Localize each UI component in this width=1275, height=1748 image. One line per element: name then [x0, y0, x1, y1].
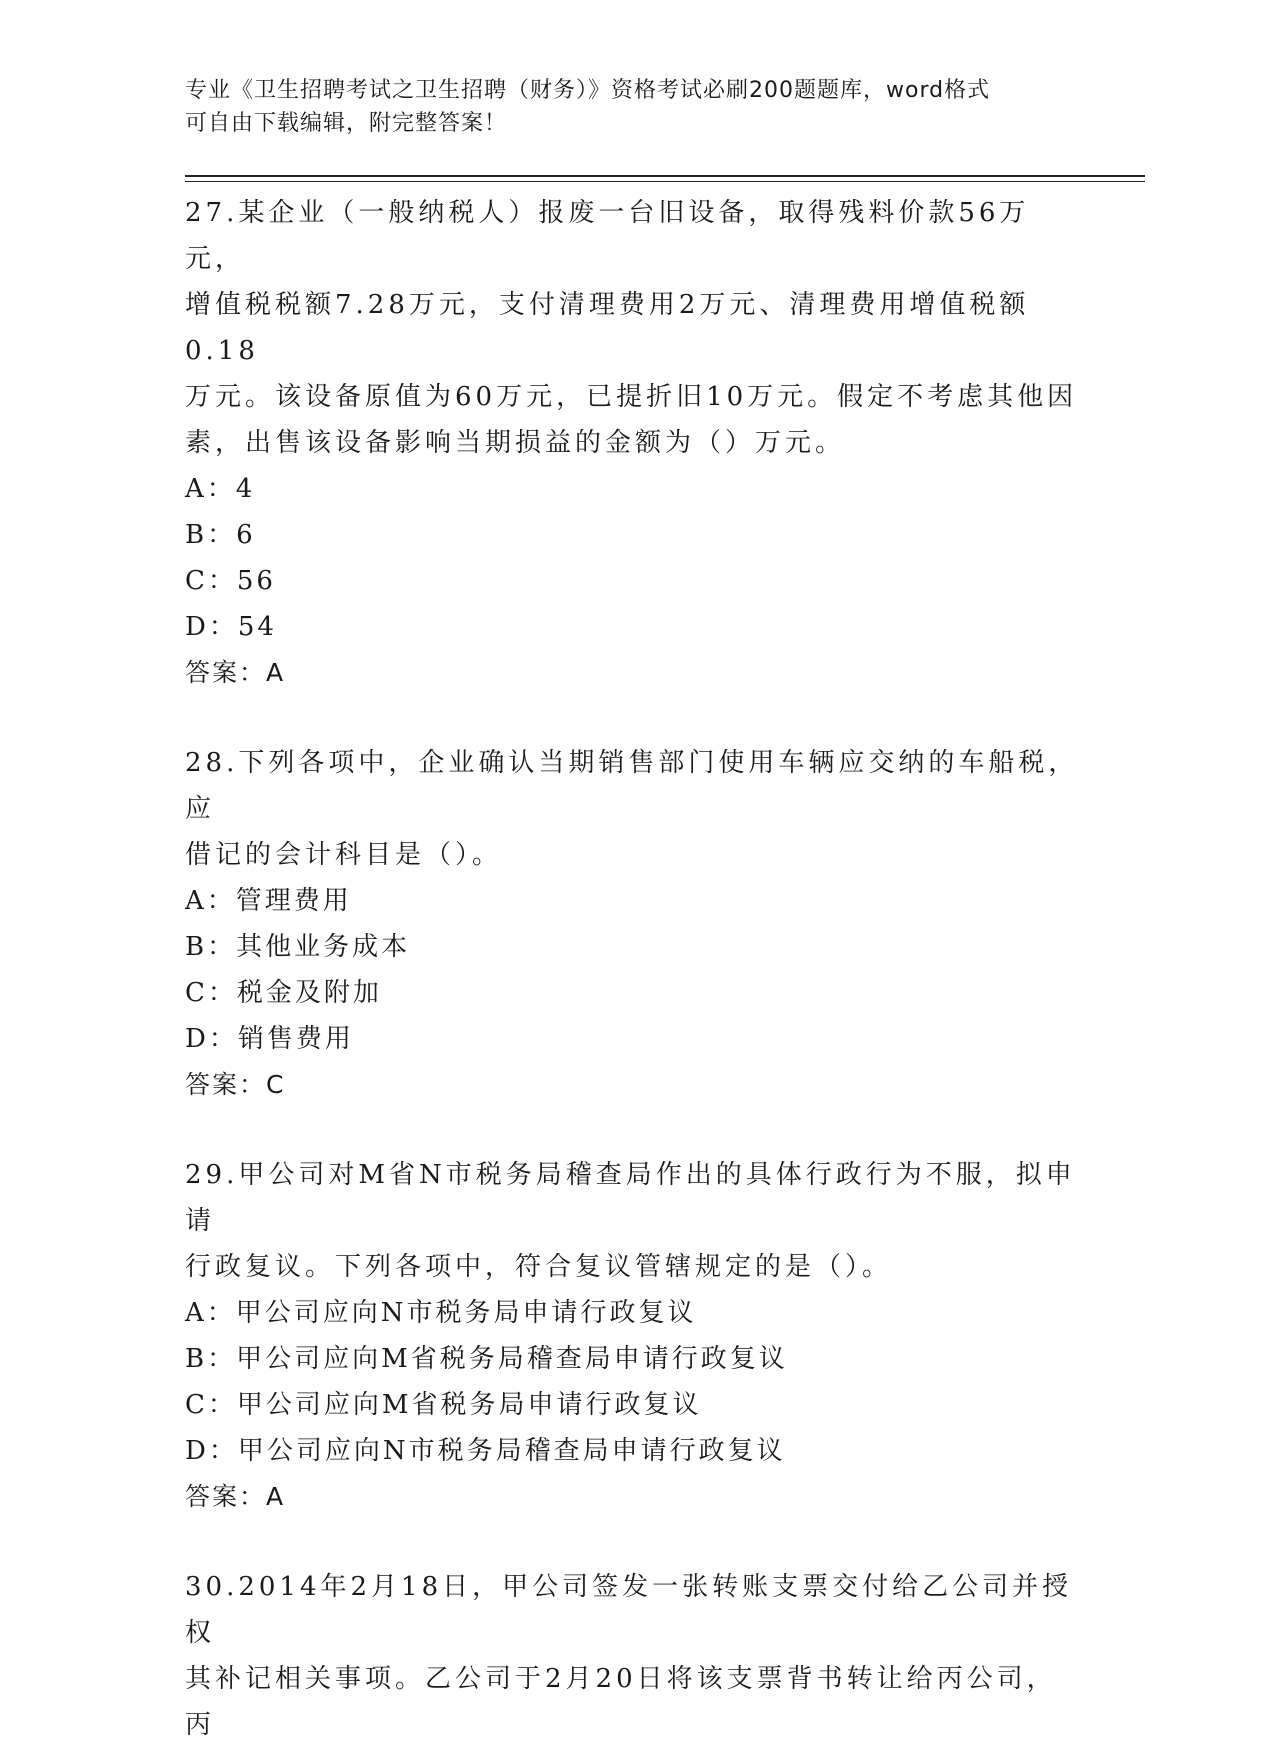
- header-line-1: 专业《卫生招聘考试之卫生招聘（财务）》资格考试必刷200题题库，word格式: [185, 78, 991, 103]
- header-divider-thin: [185, 181, 1145, 182]
- document-header: [185, 74, 1065, 140]
- question-spacer: [185, 696, 1085, 740]
- option-b: B：甲公司应向M省税务局稽查局申请行政复议: [185, 1344, 788, 1374]
- answer-label: 答案：A: [185, 1482, 286, 1511]
- question-stem-line: 其补记相关事项。乙公司于2月20日将该支票背书转让给丙公司，丙: [185, 1664, 1057, 1740]
- question-stem-line: 30.2014年2月18日，甲公司签发一张转账支票交付给乙公司并授权: [185, 1572, 1073, 1648]
- option-a: A：管理费用: [185, 886, 352, 916]
- option-a: A：甲公司应向N市税务局申请行政复议: [185, 1298, 697, 1328]
- question-stem-line: 28.下列各项中，企业确认当期销售部门使用车辆应交纳的车船税，应: [185, 748, 1079, 824]
- option-d: D：甲公司应向N市税务局稽查局申请行政复议: [185, 1436, 786, 1466]
- option-d: D：54: [185, 612, 277, 642]
- option-c: C：56: [185, 566, 276, 596]
- answer-label: 答案：C: [185, 1070, 286, 1099]
- question-stem-line: 增值税税额7.28万元，支付清理费用2万元、清理费用增值税额0.18: [185, 290, 1030, 366]
- option-a: A：4: [185, 474, 256, 504]
- question-spacer: [185, 1520, 1085, 1564]
- question-30: [185, 1564, 1085, 1748]
- question-list: [185, 190, 1085, 1748]
- option-c: C：税金及附加: [185, 978, 382, 1008]
- question-stem-line: 素，出售该设备影响当期损益的金额为（）万元。: [185, 428, 846, 458]
- option-b: B：其他业务成本: [185, 932, 411, 962]
- header-line-2: 可自由下载编辑，附完整答案！: [185, 111, 508, 136]
- option-b: B：6: [185, 520, 256, 550]
- option-c: C：甲公司应向M省税务局申请行政复议: [185, 1390, 702, 1420]
- question-stem-line: 27.某企业（一般纳税人）报废一台旧设备，取得残料价款56万元，: [185, 198, 1030, 274]
- question-stem-line: 借记的会计科目是（）。: [185, 840, 503, 870]
- header-divider-thick: [185, 175, 1145, 177]
- answer-label: 答案：A: [185, 658, 286, 687]
- question-29: [185, 1152, 1085, 1520]
- question-stem-line: 万元。该设备原值为60万元，已提折旧10万元。假定不考虑其他因: [185, 382, 1078, 412]
- question-27: [185, 190, 1085, 696]
- question-28: [185, 740, 1085, 1108]
- question-stem-line: 行政复议。下列各项中，符合复议管辖规定的是（）。: [185, 1252, 893, 1282]
- question-spacer: [185, 1108, 1085, 1152]
- question-stem-line: 29.甲公司对M省N市税务局稽查局作出的具体行政行为不服，拟申请: [185, 1160, 1076, 1236]
- option-d: D：销售费用: [185, 1024, 354, 1054]
